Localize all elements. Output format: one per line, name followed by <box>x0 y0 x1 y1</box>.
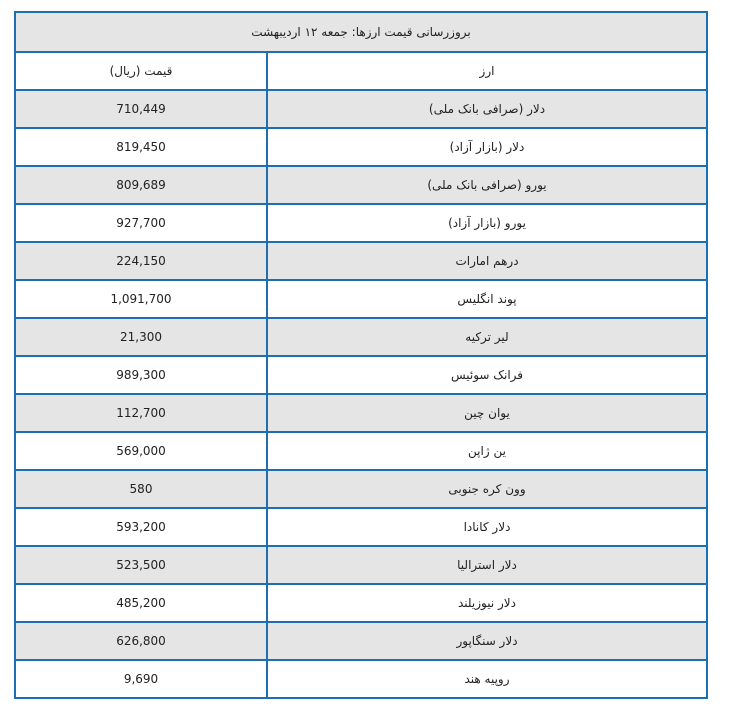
price-value: 819,450 <box>116 140 166 154</box>
currency-cell: دلار (بازار آزاد) <box>267 128 707 166</box>
price-cell <box>15 242 267 280</box>
table-row <box>15 318 707 356</box>
currency-cell: پوند انگلیس <box>267 280 707 318</box>
table-row <box>15 660 707 698</box>
currency-cell: یوان چین <box>267 394 707 432</box>
table-row <box>15 280 707 318</box>
price-value: 593,200 <box>116 520 166 534</box>
price-value: 580 <box>129 482 153 496</box>
table-row <box>15 622 707 660</box>
table-row <box>15 470 707 508</box>
header-price: قیمت (ریال) <box>15 52 267 90</box>
price-value: 224,150 <box>116 254 166 268</box>
price-value: 809,689 <box>116 178 166 192</box>
price-cell <box>15 318 267 356</box>
price-cell <box>15 584 267 622</box>
table-row <box>15 546 707 584</box>
price-value: 1,091,700 <box>110 292 172 306</box>
price-value: 112,700 <box>116 406 166 420</box>
table-title: بروزرسانی قیمت ارزها: جمعه ۱۲ اردیبهشت <box>15 12 707 52</box>
table-row <box>15 356 707 394</box>
currency-cell: لیر ترکیه <box>267 318 707 356</box>
currency-rates-table <box>14 11 708 699</box>
currency-cell: یورو (بازار آزاد) <box>267 204 707 242</box>
table-row <box>15 394 707 432</box>
currency-cell: فرانک سوئیس <box>267 356 707 394</box>
currency-cell: دلار کانادا <box>267 508 707 546</box>
price-value: 485,200 <box>116 596 166 610</box>
table-row <box>15 432 707 470</box>
table-row <box>15 204 707 242</box>
currency-cell: ین ژاپن <box>267 432 707 470</box>
price-cell <box>15 90 267 128</box>
price-cell <box>15 432 267 470</box>
table-row <box>15 166 707 204</box>
price-value: 9,690 <box>123 672 159 686</box>
currency-cell: یورو (صرافی بانک ملی) <box>267 166 707 204</box>
table-row <box>15 242 707 280</box>
price-value: 626,800 <box>116 634 166 648</box>
table-body <box>15 90 707 698</box>
price-value: 710,449 <box>116 102 166 116</box>
price-cell <box>15 356 267 394</box>
price-value: 21,300 <box>120 330 162 344</box>
table-title-row <box>15 12 707 52</box>
header-currency: ارز <box>267 52 707 90</box>
price-value: 569,000 <box>116 444 166 458</box>
price-cell <box>15 622 267 660</box>
price-cell <box>15 166 267 204</box>
currency-cell: دلار (صرافی بانک ملی) <box>267 90 707 128</box>
rates-table-container <box>14 11 706 699</box>
currency-cell: دلار استرالیا <box>267 546 707 584</box>
price-cell <box>15 280 267 318</box>
price-cell <box>15 546 267 584</box>
currency-cell: دلار سنگاپور <box>267 622 707 660</box>
price-value: 523,500 <box>116 558 166 572</box>
currency-cell: روپیه هند <box>267 660 707 698</box>
price-cell <box>15 128 267 166</box>
table-header-row <box>15 52 707 90</box>
price-value: 989,300 <box>116 368 166 382</box>
table-row <box>15 584 707 622</box>
price-cell <box>15 508 267 546</box>
table-row <box>15 90 707 128</box>
price-cell <box>15 204 267 242</box>
price-cell <box>15 394 267 432</box>
table-row <box>15 508 707 546</box>
price-cell <box>15 660 267 698</box>
currency-cell: دلار نیوزیلند <box>267 584 707 622</box>
table-row <box>15 128 707 166</box>
price-cell <box>15 470 267 508</box>
currency-cell: وون کره جنوبی <box>267 470 707 508</box>
currency-cell: درهم امارات <box>267 242 707 280</box>
price-value: 927,700 <box>116 216 166 230</box>
